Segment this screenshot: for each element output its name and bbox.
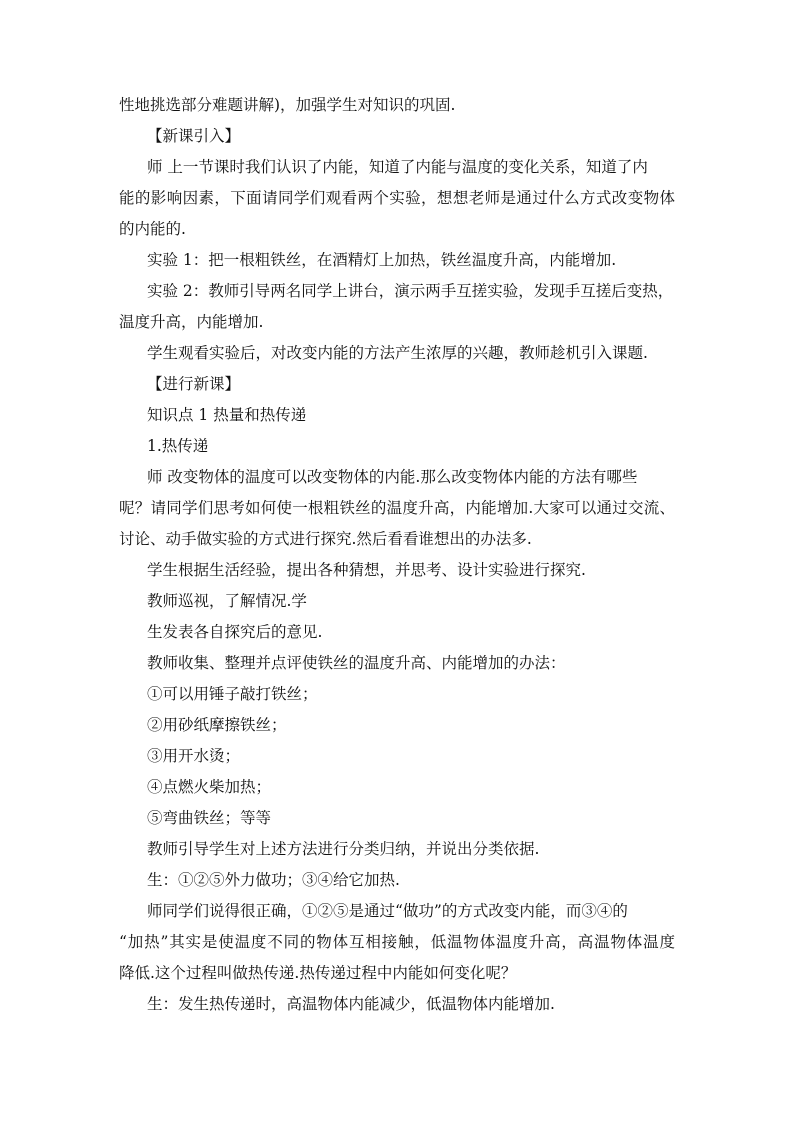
list-item: ⑤弯曲铁丝；等等 xyxy=(147,809,272,827)
knowledge-point-heading: 知识点 1 热量和热传递 xyxy=(147,406,307,424)
paragraph-line: “加热”其实是使温度不同的物体互相接触，低温物体温度升高，高温物体温度 xyxy=(119,933,675,951)
paragraph-line: 温度升高，内能增加. xyxy=(119,313,264,331)
paragraph-line: 教师巡视，了解情况.学 xyxy=(147,592,307,610)
paragraph-line: 生：发生热传递时，高温物体内能减少，低温物体内能增加. xyxy=(147,995,555,1013)
paragraph-line: 的内能的. xyxy=(119,220,186,238)
paragraph-line: 讨论、动手做实验的方式进行探究.然后看看谁想出的办法多. xyxy=(119,530,532,548)
paragraph-line: 生：①②⑤外力做功；③④给它加热. xyxy=(147,871,400,889)
paragraph-line: 降低.这个过程叫做热传递.热传递过程中内能如何变化呢？ xyxy=(119,964,517,982)
paragraph-line: 师 改变物体的温度可以改变物体的内能.那么改变物体内能的方法有哪些 xyxy=(147,468,638,486)
paragraph-line: 能的影响因素，下面请同学们观看两个实验，想想老师是通过什么方式改变物体 xyxy=(119,189,675,207)
subsection-heading: 1.热传递 xyxy=(147,437,209,455)
list-item: ③用开水烫； xyxy=(147,747,241,765)
section-heading-new-lesson: 【进行新课】 xyxy=(147,375,241,393)
list-item: ①可以用锤子敲打铁丝； xyxy=(147,685,318,703)
list-item: ④点燃火柴加热； xyxy=(147,778,272,796)
paragraph-line: 实验 2：教师引导两名同学上讲台，演示两手互搓实验，发现手互搓后变热， xyxy=(147,282,674,300)
paragraph-line: 呢？请同学们思考如何使一根粗铁丝的温度升高，内能增加.大家可以通过交流、 xyxy=(119,499,675,517)
paragraph-line: 教师引导学生对上述方法进行分类归纳，并说出分类依据. xyxy=(147,840,540,858)
list-item: ②用砂纸摩擦铁丝； xyxy=(147,716,287,734)
paragraph-line: 师同学们说得很正确，①②⑤是通过“做功”的方式改变内能，而③④的 xyxy=(147,902,628,920)
paragraph-line: 性地挑选部分难题讲解)，加强学生对知识的巩固. xyxy=(119,96,456,114)
paragraph-line: 实验 1：把一根粗铁丝，在酒精灯上加热，铁丝温度升高，内能增加. xyxy=(147,251,617,269)
paragraph-line: 师 上一节课时我们认识了内能，知道了内能与温度的变化关系，知道了内 xyxy=(147,158,648,176)
section-heading-new-lesson-intro: 【新课引入】 xyxy=(147,127,241,145)
paragraph-line: 生发表各自探究后的意见. xyxy=(147,623,323,641)
paragraph-line: 学生根据生活经验，提出各种猜想，并思考、设计实验进行探究. xyxy=(147,561,586,579)
paragraph-line: 学生观看实验后，对改变内能的方法产生浓厚的兴趣，教师趁机引入课题. xyxy=(147,344,648,362)
paragraph-line: 教师收集、整理并点评使铁丝的温度升高、内能增加的办法： xyxy=(147,654,566,672)
